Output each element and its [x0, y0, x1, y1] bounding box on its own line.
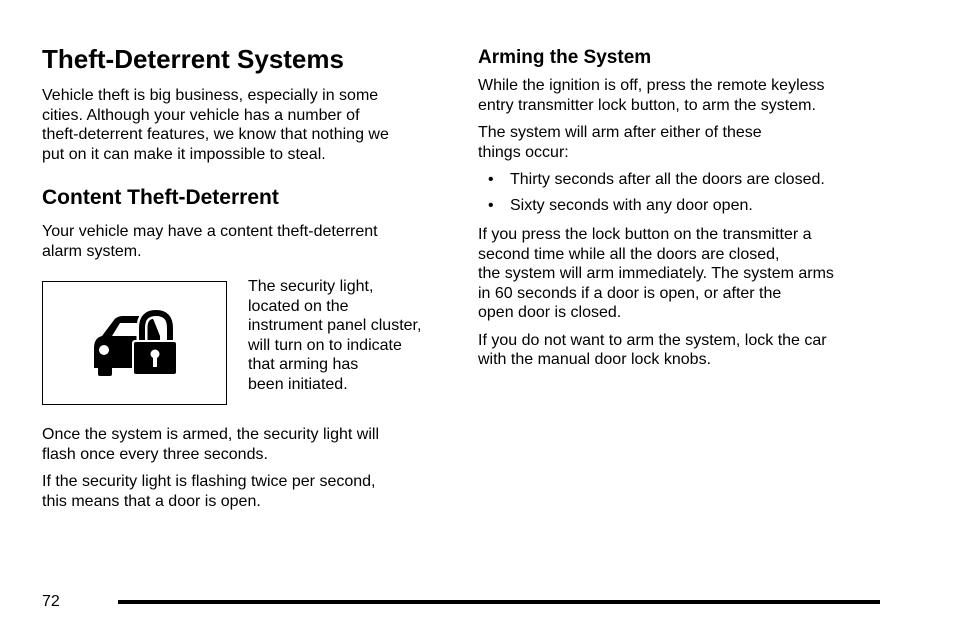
security-light-figure: [42, 278, 452, 405]
figure-frame: [42, 281, 227, 405]
arming-paragraph-1: While the ignition is off, press the remote keyless entry transmitter lock button, to arm the system.: [478, 77, 825, 114]
arming-bullet-list: [478, 170, 898, 215]
bullet-icon: •: [488, 171, 494, 188]
content-paragraph-1: Your vehicle may have a content theft-deterrent alarm system.: [42, 223, 378, 260]
content-paragraph-3: If the security light is flashing twice per second, this means that a door is open.: [42, 473, 376, 510]
intro-paragraph: Vehicle theft is big business, especially in some cities. Although your vehicle has a number of theft-deterrent features, we know that nothing we put on it can make it impossible to steal.: [42, 87, 389, 163]
content-paragraph-2: Once the system is armed, the security light will flash once every three seconds.: [42, 426, 380, 463]
footer-rule: [118, 600, 880, 604]
bullet-icon: •: [488, 196, 494, 214]
arming-heading: Arming the System: [478, 47, 652, 68]
figure-caption: The security light, located on the instrument panel cluster, will turn on to indicate that arming has been initiated.: [248, 278, 422, 393]
list-item: • Thirty seconds after all the doors are closed.: [488, 171, 825, 188]
arming-paragraph-2: The system will arm after either of these things occur:: [478, 124, 762, 161]
left-column: [42, 42, 452, 511]
right-column: [478, 46, 898, 370]
security-car-lock-icon: [90, 308, 180, 378]
page-title: Theft-Deterrent Systems: [42, 44, 344, 74]
page-number: 72: [42, 593, 60, 610]
arming-paragraph-3: If you press the lock button on the transmitter a second time while all the doors are closed, the system will arm immediately. The system arms in 60 seconds if a door is open, or after the open door is closed.: [478, 226, 834, 321]
arming-paragraph-4: If you do not want to arm the system, lock the car with the manual door lock knobs.: [478, 331, 827, 368]
content-theft-heading: Content Theft-Deterrent: [42, 186, 279, 209]
list-item: • Sixty seconds with any door open.: [488, 196, 753, 214]
